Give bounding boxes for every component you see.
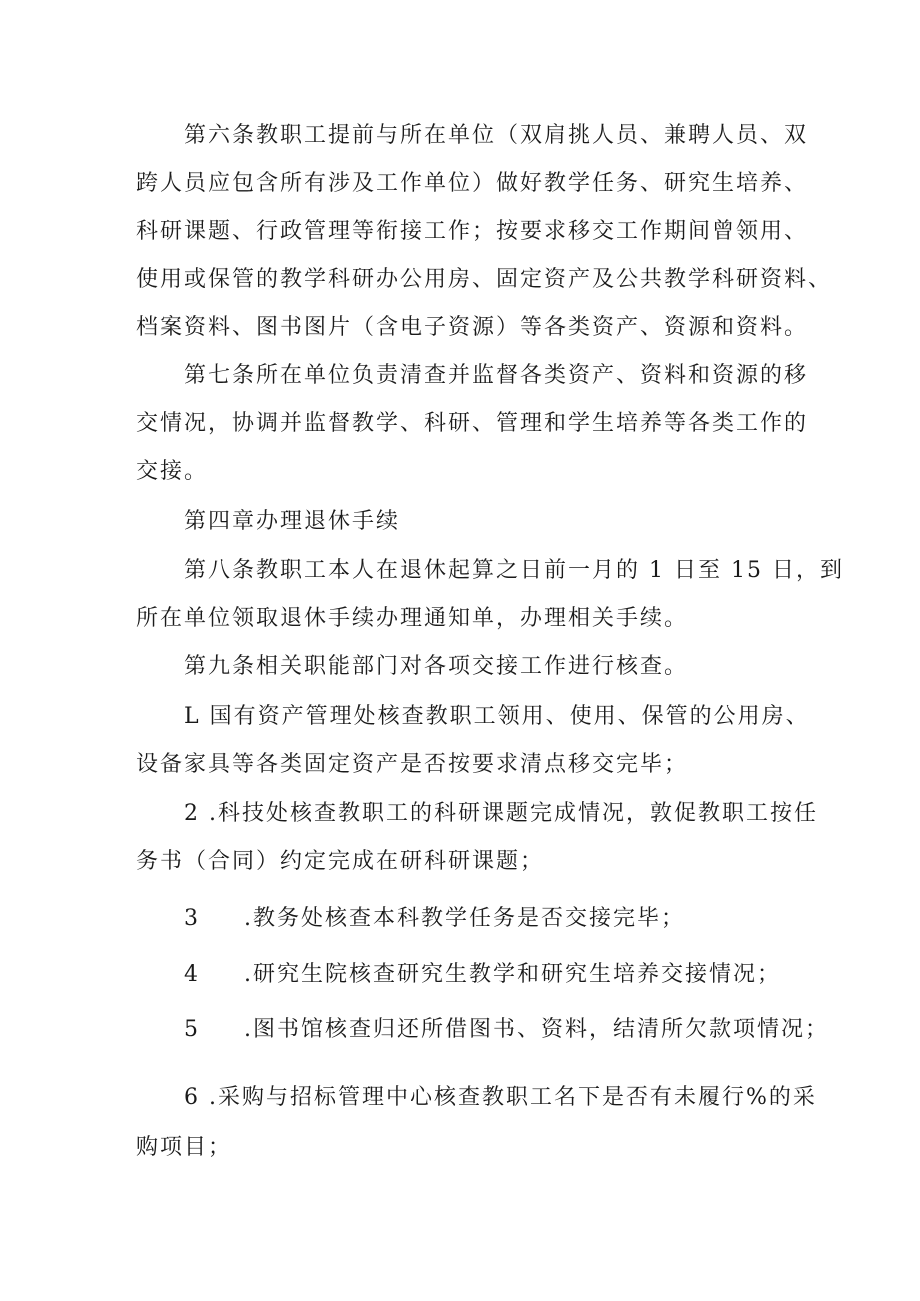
item2-line-1: 2 .科技处核查教职工的科研课题完成情况，敦促教职工按任 <box>184 801 818 826</box>
article8-line-1: 第八条教职工本人在退休起算之日前一月的 1 日至 15 日，到 <box>184 558 844 583</box>
article8-line-2: 所在单位领取退休手续办理通知单，办理相关手续。 <box>136 606 689 631</box>
item6-line-2: 购项目； <box>136 1135 233 1160</box>
article6-line-2: 跨人员应包含所有涉及工作单位）做好教学任务、研究生培养、 <box>136 171 809 196</box>
article6-line-1: 第六条教职工提前与所在单位（双肩挑人员、兼聘人员、双 <box>184 123 809 148</box>
article6-line-3: 科研课题、行政管理等衔接工作；按要求移交工作期间曾领用、 <box>136 219 809 244</box>
article7-line-2: 交情况，协调并监督教学、科研、管理和学生培养等各类工作的 <box>136 411 809 436</box>
chapter4-title: 第四章办理退休手续 <box>184 509 401 534</box>
item1-line-2: 设备家具等各类固定资产是否按要求清点移交完毕； <box>136 752 689 777</box>
item5-number: 5 <box>184 1017 198 1042</box>
item3-number: 3 <box>184 906 198 931</box>
item3-text: .教务处核查本科教学任务是否交接完毕； <box>244 906 685 931</box>
article6-line-5: 档案资料、图书图片（含电子资源）等各类资产、资源和资料。 <box>136 315 809 340</box>
article9: 第九条相关职能部门对各项交接工作进行核查。 <box>184 654 689 679</box>
item4-number: 4 <box>184 962 198 987</box>
item1-line-1: L 国有资产管理处核查教职工领用、使用、保管的公用房、 <box>184 704 810 729</box>
item2-line-2: 务书（合同）约定完成在研科研课题； <box>136 849 545 874</box>
item4-text: .研究生院核查研究生教学和研究生培养交接情况； <box>244 962 781 987</box>
item6-line-1: 6 .采购与招标管理中心核查教职工名下是否有未履行%的采 <box>184 1085 817 1110</box>
article7-line-1: 第七条所在单位负责清查并监督各类资产、资料和资源的移 <box>184 363 809 388</box>
item5-text: .图书馆核查归还所借图书、资料，结清所欠款项情况； <box>244 1017 829 1042</box>
article6-line-4: 使用或保管的教学科研办公用房、固定资产及公共教学科研资料、 <box>136 267 833 292</box>
article7-line-3: 交接。 <box>136 459 209 484</box>
